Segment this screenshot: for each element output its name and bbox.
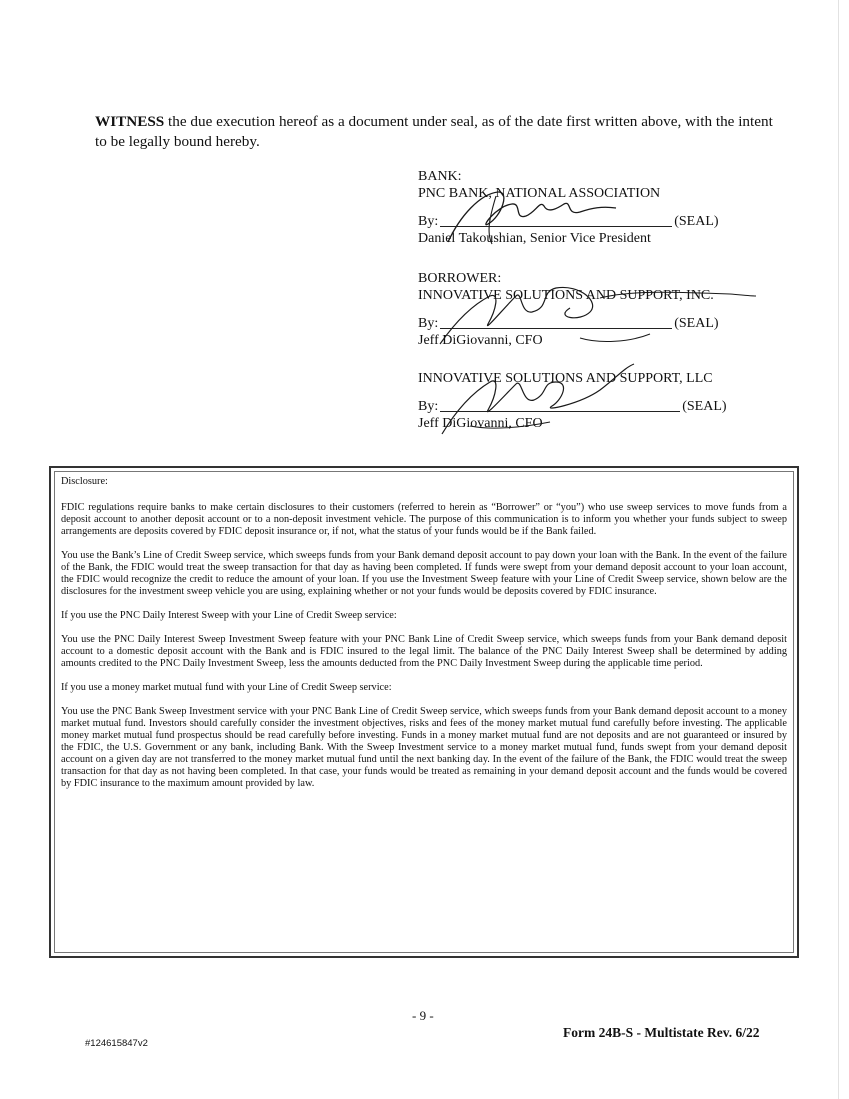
disclosure-paragraph: If you use the PNC Daily Interest Sweep with your Line of Credit Sweep service: <box>61 610 397 621</box>
bank-name: PNC BANK, NATIONAL ASSOCIATION <box>418 186 661 201</box>
bank-signature-line <box>440 212 672 227</box>
scan-edge-line <box>838 0 839 1099</box>
borrower-by-label: By: <box>418 316 439 331</box>
disclosure-paragraph: If you use a money market mutual fund with your Line of Credit Sweep service: <box>61 682 392 693</box>
borrower-label: BORROWER: <box>418 271 502 286</box>
form-identifier: Form 24B-S - Multistate Rev. 6/22 <box>563 1025 760 1040</box>
borrower-signature-line <box>440 314 672 329</box>
borrower-entity-name: INNOVATIVE SOLUTIONS AND SUPPORT, INC. <box>418 288 714 303</box>
borrower-by-row <box>418 397 727 415</box>
disclosure-content <box>61 476 787 802</box>
borrower-signature-block-llc <box>418 370 727 432</box>
disclosure-paragraph: You use the PNC Daily Interest Sweep Investment Sweep feature with your PNC Bank Line of Credit Sweep service, which sweeps funds from your Bank demand deposit account to a domestic deposit account with the Bank and is FDIC insured to the legal limit. The balance of the PNC Daily Interest Sweep shall be determined by adding amounts credited to the PNC Daily Investment Sweep, less the amounts deducted from the PNC Daily Investment Sweep during the applicable time period. <box>61 634 787 669</box>
page-number: - 9 - <box>412 1008 434 1023</box>
borrower-signature-block-inc <box>418 270 719 349</box>
borrower-entity-name: INNOVATIVE SOLUTIONS AND SUPPORT, LLC <box>418 371 713 386</box>
disclosure-paragraph: You use the Bank’s Line of Credit Sweep service, which sweeps funds from your Bank demand deposit account to pay down your loan with the Bank. In the event of the failure of the Bank, the FDIC would treat the sweep transaction for that day as having been completed. If funds were swept from your demand deposit account to your loan account, the FDIC would recognize the credit to reduce the amount of your loan. If you use the Investment Sweep feature with your Line of Credit Sweep service, shown below are the disclosures for the investment sweep vehicle you are using, explaining whether or not your funds would be deposits covered by FDIC insurance. <box>61 550 787 597</box>
witness-text: the due execution hereof as a document under seal, as of the date first written above, with the intent to be legally bound hereby. <box>95 113 773 150</box>
disclosure-paragraph: You use the PNC Bank Sweep Investment service with your PNC Bank Line of Credit Sweep service, which sweeps funds from your Bank demand deposit account to a money market mutual fund. Investors should carefully consider the investment objectives, risks and fees of the money market mutual fund carefully before investing. The applicable money market mutual fund prospectus should be read carefully before investing. Funds in a money market mutual fund are not deposits and are not guaranteed or insured by the FDIC, the U.S. Government or any bank, including Bank. With the Sweep Investment service to a money market mutual fund, funds swept from your demand deposit account on a given day are not transferred to the money market mutual fund until the next banking day. In the event of the failure of the Bank, the FDIC would treat the sweep transaction for that day as not having been completed. In that case, your funds would be treated as remaining in your demand deposit account and the funds would be covered by FDIC insurance to the maximum amount provided by law. <box>61 706 787 789</box>
borrower-seal-label: (SEAL) <box>674 316 719 331</box>
borrower-signer: Jeff DiGiovanni, CFO <box>418 333 543 348</box>
borrower-signer: Jeff DiGiovanni, CFO <box>418 416 543 431</box>
bank-signature-block <box>418 168 719 247</box>
borrower-seal-label: (SEAL) <box>682 399 727 414</box>
borrower-by-row <box>418 314 719 332</box>
bank-label: BANK: <box>418 169 462 184</box>
disclosure-box <box>49 466 799 958</box>
document-id: #124615847v2 <box>85 1038 148 1049</box>
bank-by-row <box>418 212 719 230</box>
bank-signer: Daniel Takoushian, Senior Vice President <box>418 231 651 246</box>
borrower-by-label: By: <box>418 399 439 414</box>
borrower-signature-line <box>440 397 680 412</box>
disclosure-paragraph: FDIC regulations require banks to make certain disclosures to their customers (referred to herein as “Borrower” or “you”) who use sweep services to move funds from a deposit account to another deposit account or to a non-deposit investment vehicle. The purpose of this communication is to inform you whether your funds subject to sweep arrangements are deposits covered by FDIC deposit insurance or, if not, what the status of your funds would be if the Bank failed. <box>61 502 787 537</box>
bank-by-label: By: <box>418 214 439 229</box>
witness-clause <box>95 112 785 152</box>
witness-lead: WITNESS <box>95 113 165 130</box>
bank-seal-label: (SEAL) <box>674 214 719 229</box>
disclosure-heading: Disclosure: <box>61 476 108 487</box>
